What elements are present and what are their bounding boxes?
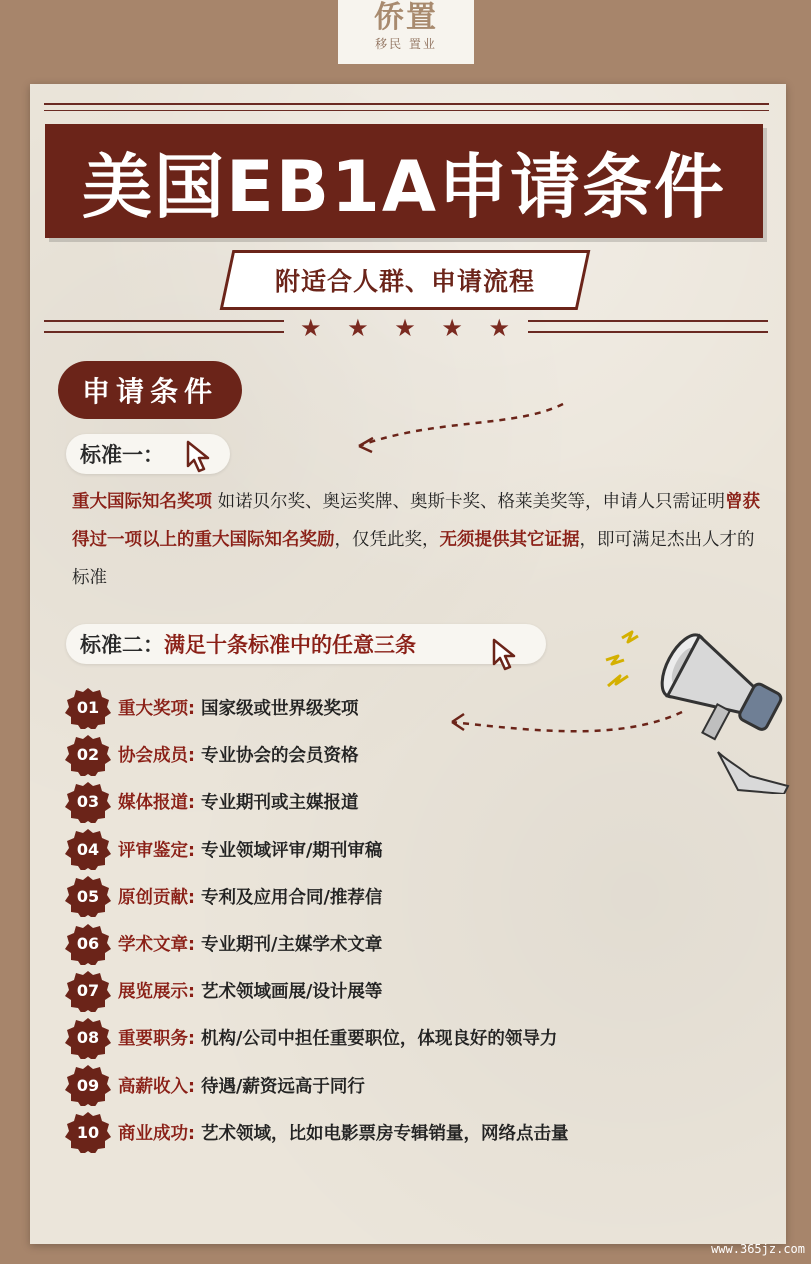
lightning-icon	[622, 632, 638, 642]
item-description: 专业期刊/主媒学术文章	[201, 935, 383, 956]
number-badge	[64, 781, 112, 823]
item-description: 艺术领域，比如电影票房专辑销量，网络点击量	[201, 1123, 569, 1144]
criterion-two-pill	[66, 624, 546, 664]
badge-number: 05	[76, 886, 100, 906]
badge-number: 04	[76, 839, 100, 859]
logo-sub-text: 移民 置业	[375, 37, 437, 51]
number-badge	[64, 970, 112, 1012]
list-item	[64, 1062, 714, 1109]
badge-number: 03	[76, 792, 100, 812]
badge-number: 02	[76, 745, 100, 765]
badge-number: 08	[76, 1028, 100, 1048]
list-item	[64, 778, 714, 825]
item-title: 商业成功:	[118, 1123, 195, 1144]
desc-text-3: ，即可满足杰出人才的标准	[72, 530, 755, 588]
list-item	[64, 920, 714, 967]
top-rule	[44, 103, 769, 105]
section-heading	[58, 361, 242, 419]
criterion-one-label: 标准一：	[80, 443, 164, 467]
star-icon: ★	[394, 314, 416, 342]
badge-number: 09	[76, 1075, 100, 1095]
list-item	[64, 826, 714, 873]
item-title: 原创贡献:	[118, 887, 195, 908]
desc-highlight-3: 无须提供其它证据	[439, 530, 580, 550]
desc-highlight-1: 重大国际知名奖项	[72, 492, 212, 512]
criterion-two-label: 标准二：	[80, 633, 164, 657]
page-subtitle: 附适合人群、申请流程	[274, 267, 535, 296]
list-item	[64, 1109, 714, 1156]
number-badge	[64, 687, 112, 729]
subtitle-banner	[220, 250, 591, 310]
list-item	[64, 731, 714, 778]
top-rule-thin	[44, 110, 769, 111]
item-title: 展览展示:	[118, 982, 195, 1003]
section-heading-text: 申请条件	[81, 375, 218, 408]
badge-number: 01	[76, 698, 100, 718]
item-title: 重大奖项:	[118, 699, 195, 720]
item-description: 专利及应用合同/推荐信	[201, 887, 383, 908]
logo-main-text: 侨置	[374, 0, 438, 35]
list-item	[64, 684, 714, 731]
item-title: 学术文章:	[118, 935, 195, 956]
item-description: 机构/公司中担任重要职位，体现良好的领导力	[201, 1029, 558, 1050]
item-title: 协会成员:	[118, 746, 195, 767]
criteria-list	[64, 684, 714, 1156]
list-item	[64, 1014, 714, 1061]
number-badge	[64, 923, 112, 965]
cursor-arrow-icon	[492, 638, 522, 672]
right-divider	[528, 320, 768, 322]
item-description: 专业领域评审/期刊审稿	[201, 840, 383, 861]
star-row	[300, 314, 510, 342]
list-item	[64, 873, 714, 920]
number-badge	[64, 828, 112, 870]
logo	[338, 0, 474, 64]
number-badge	[64, 1111, 112, 1153]
cursor-arrow-icon	[186, 440, 216, 474]
star-icon: ★	[488, 314, 510, 342]
left-divider-2	[44, 331, 284, 333]
criterion-one-description	[72, 483, 762, 597]
list-item	[64, 967, 714, 1014]
item-title: 评审鉴定:	[118, 840, 195, 861]
criterion-two-accent: 满足十条标准中的	[164, 633, 332, 657]
number-badge	[64, 1017, 112, 1059]
title-banner	[45, 124, 763, 238]
item-title: 重要职务:	[118, 1029, 195, 1050]
left-divider	[44, 320, 284, 322]
desc-highlight-2: 曾获得过一项以上的重大国际知名奖励	[72, 492, 761, 550]
dashed-arrow-icon	[345, 398, 570, 458]
number-badge	[64, 734, 112, 776]
number-badge	[64, 875, 112, 917]
item-description: 专业期刊或主媒报道	[201, 793, 359, 814]
item-description: 专业协会的会员资格	[201, 746, 359, 767]
badge-number: 06	[76, 934, 100, 954]
number-badge	[64, 1064, 112, 1106]
desc-text-1: 如诺贝尔奖、奥运奖牌、奥斯卡奖、格莱美奖等，申请人只需证明	[212, 492, 726, 512]
star-icon: ★	[347, 314, 369, 342]
star-icon: ★	[441, 314, 463, 342]
desc-text-2: ，仅凭此奖，	[334, 530, 440, 550]
criterion-two-emphasis: 任意三条	[332, 633, 416, 657]
badge-number: 07	[76, 981, 100, 1001]
lightning-icon	[606, 656, 624, 664]
item-description: 艺术领域画展/设计展等	[201, 982, 383, 1003]
watermark-url: www.365jz.com	[711, 1242, 805, 1256]
badge-number: 10	[76, 1122, 100, 1142]
item-title: 高薪收入:	[118, 1076, 195, 1097]
item-description: 待遇/薪资远高于同行	[201, 1076, 365, 1097]
page-title: 美国EB1A申请条件	[81, 145, 727, 228]
item-description: 国家级或世界级奖项	[201, 699, 359, 720]
right-divider-2	[528, 331, 768, 333]
item-title: 媒体报道:	[118, 793, 195, 814]
star-icon: ★	[300, 314, 322, 342]
